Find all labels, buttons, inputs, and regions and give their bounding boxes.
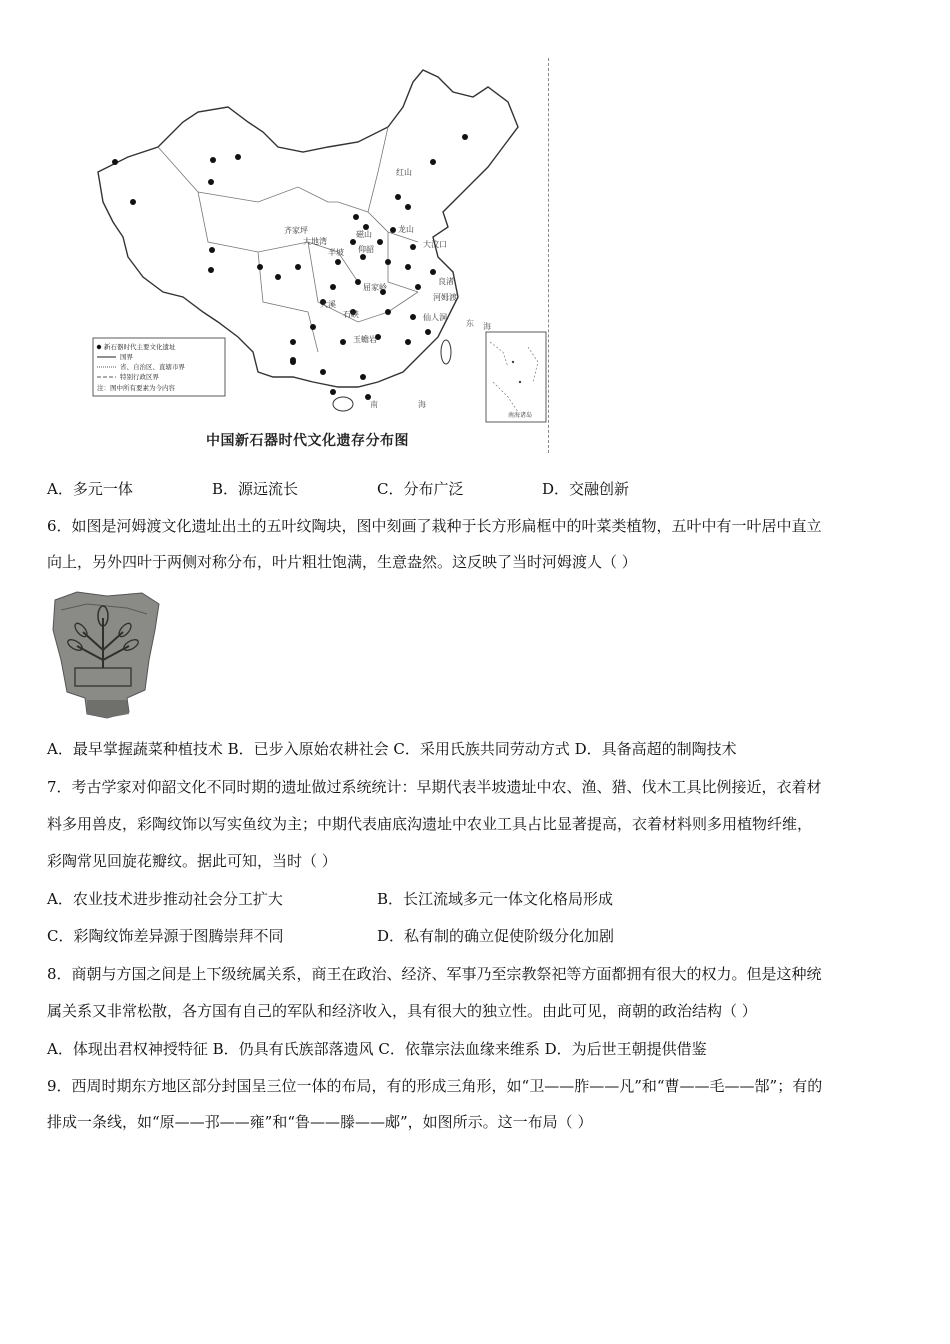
q7-option-d: D．私有制的确立促使阶级分化加剧 [377, 927, 615, 945]
legend-item-sites: 新石器时代主要文化遗址 [104, 343, 176, 351]
map-label-daxi: 大溪 [320, 300, 336, 309]
q7-stem-line1: 7．考古学家对仰韶文化不同时期的遗址做过系统统计：早期代表半坡遗址中农、渔、猎、伐木工具比例接近，衣着材 [47, 778, 822, 796]
q6-stem-line1: 6．如图是河姆渡文化遗址出土的五叶纹陶块，图中刻画了栽种于长方形扁框中的叶菜类植物，五叶中有一叶居中直立 [47, 517, 822, 535]
q7-option-c: C．彩陶纹饰差异源于图腾崇拜不同 [47, 927, 284, 945]
map-label-hongshan: 红山 [396, 168, 412, 177]
q7-stem-line2: 料多用兽皮，彩陶纹饰以写实鱼纹为主；中期代表庙底沟遗址中农业工具占比显著提高，衣着材料则多用植物纤维， [47, 815, 813, 833]
q6-options: A．最早掌握蔬菜种植技术 B．已步入原始农耕社会 C．采用氏族共同劳动方式 D．具备高超的制陶技术 [47, 740, 737, 758]
map-label-banpo: 半坡 [328, 248, 344, 257]
q7-stem-line3: 彩陶常见回旋花瓣纹。据此可知，当时（ ） [47, 852, 337, 870]
map-svg [88, 52, 558, 462]
map-label-hemudu: 河姆渡 [433, 293, 457, 302]
column-divider [548, 58, 549, 453]
q5-option-a: A．多元一体 [47, 480, 133, 498]
inset-label: 南海诸岛 [508, 412, 533, 419]
china-neolithic-map [88, 52, 558, 462]
map-caption: 中国新石器时代文化遗存分布图 [206, 433, 409, 449]
sea-label-1: 东 [466, 319, 474, 328]
legend-item-province: 省、自治区、直辖市界 [120, 363, 185, 371]
sea-label-3: 南 [370, 400, 378, 409]
q9-stem-line1: 9．西周时期东方地区部分封国呈三位一体的布局，有的形成三角形，如“卫——胙——凡”和“曹——毛——郜”；有的 [47, 1077, 823, 1095]
map-label-liangzhu: 良渚 [438, 277, 454, 286]
q5-option-d: D．交融创新 [542, 480, 630, 498]
sea-label-2: 海 [483, 322, 491, 331]
map-label-qujialing: 屈家岭 [363, 283, 387, 292]
south-sea-inset [486, 332, 546, 422]
q8-options: A．体现出君权神授特征 B．仍具有氏族部落遗风 C．依靠宗法血缘来维系 D．为后世王朝提供借鉴 [47, 1040, 707, 1058]
map-label-xianrendong: 仙人洞 [423, 313, 447, 322]
q9-stem-line2: 排成一条线，如“原——邘——雍”和“鲁——滕——郕”，如图所示。这一布局（ ） [47, 1113, 593, 1131]
map-label-shixia: 石峡 [343, 310, 359, 319]
q8-stem-line1: 8．商朝与方国之间是上下级统属关系，商王在政治、经济、军事乃至宗教祭祀等方面都拥有很大的权力。但是这种统 [47, 965, 822, 983]
map-label-yuchanyan: 玉蟾岩 [353, 335, 377, 344]
map-label-cishan: 磁山 [356, 230, 372, 239]
map-label-dadiwan: 大地湾 [303, 237, 327, 246]
q7-option-a: A．农业技术进步推动社会分工扩大 [47, 890, 283, 908]
q5-option-c: C．分布广泛 [377, 480, 464, 498]
legend-item-sar: 特别行政区界 [120, 373, 159, 381]
q6-stem-line2: 向上，另外四叶于两侧对称分布，叶片粗壮饱满，生意盎然。这反映了当时河姆渡人（ ） [47, 553, 637, 571]
taiwan-island [441, 340, 451, 364]
legend-item-border: 国界 [120, 353, 133, 361]
map-label-dawenkou: 大汶口 [423, 240, 447, 249]
sea-label-4: 海 [418, 400, 426, 409]
map-label-yangshao: 仰韶 [358, 245, 374, 254]
hainan-island [333, 397, 353, 411]
q8-stem-line2: 属关系又非常松散，各方国有自己的军队和经济收入，具有很大的独立性。由此可见，商朝的政治结构（ ） [47, 1002, 757, 1020]
legend-note: 注：图中所有要素为今内容 [97, 384, 175, 392]
map-legend [93, 338, 225, 396]
map-label-longshan: 龙山 [398, 225, 414, 234]
q5-option-b: B．源远流长 [212, 480, 299, 498]
q7-option-b: B．长江流域多元一体文化格局形成 [377, 890, 614, 908]
five-leaf-pottery-image [47, 590, 163, 720]
map-label-qijiaping: 齐家坪 [284, 226, 308, 235]
